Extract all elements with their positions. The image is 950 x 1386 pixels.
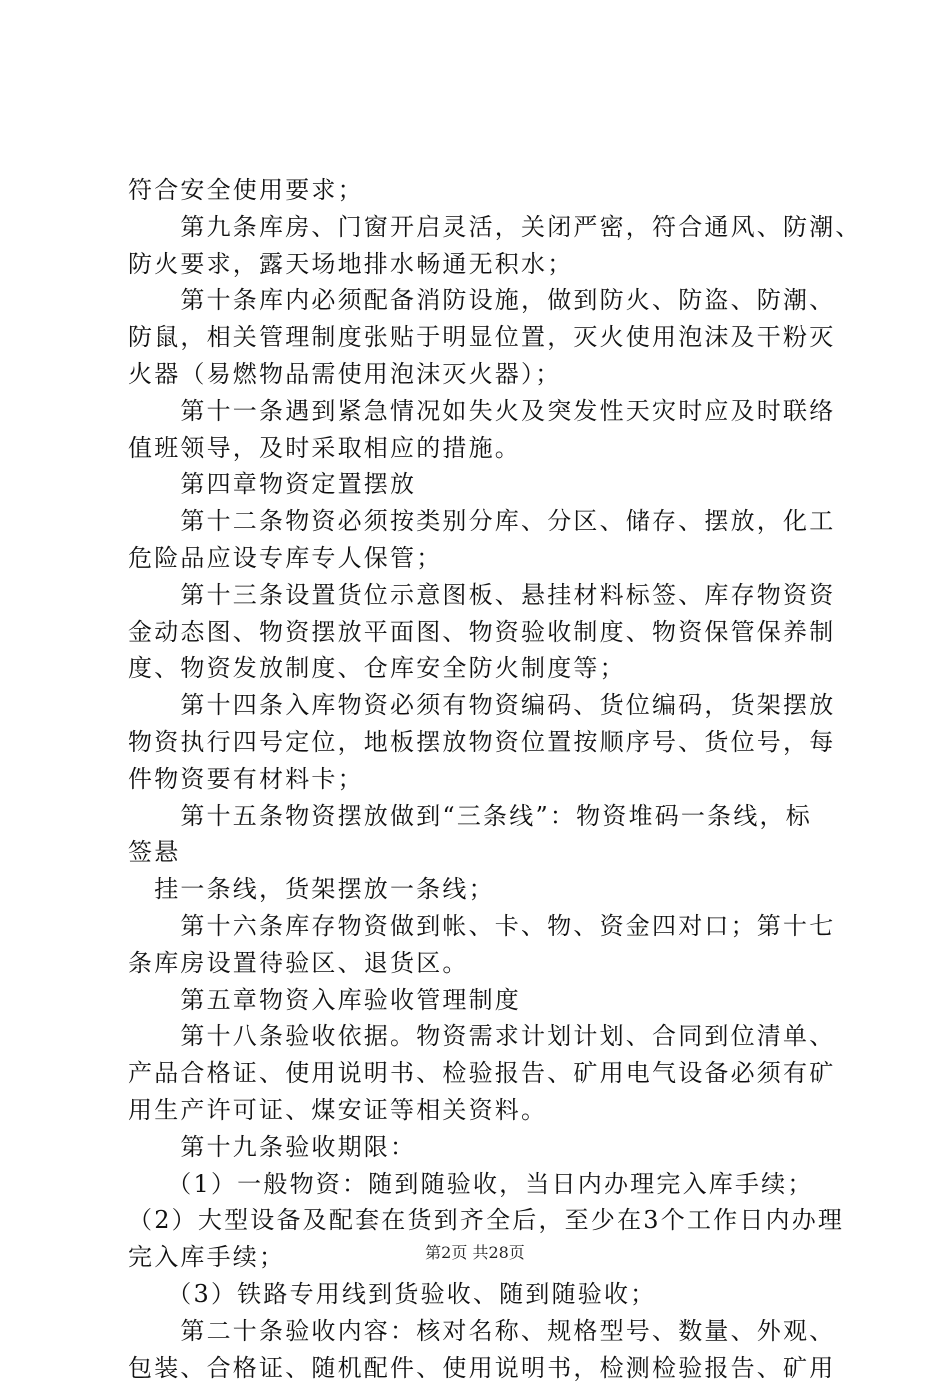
text-line: 第十五条物资摆放做到“三条线”：物资堆码一条线，标	[128, 798, 848, 835]
text-line: 第十二条物资必须按类别分库、分区、储存、摆放，化工	[128, 503, 848, 540]
text-line: （2）大型设备及配套在货到齐全后，至少在3个工作日内办理	[128, 1202, 848, 1239]
text-line: 第十条库内必须配备消防设施，做到防火、防盗、防潮、	[128, 282, 848, 319]
text-line: （3）铁路专用线到货验收、随到随验收；	[128, 1276, 848, 1313]
text-line: 第九条库房、门窗开启灵活，关闭严密，符合通风、防潮、	[128, 209, 848, 246]
text-line: 第十九条验收期限：	[128, 1129, 848, 1166]
text-line: 火器（易燃物品需使用泡沫灭火器）；	[128, 356, 848, 393]
text-line: 件物资要有材料卡；	[128, 761, 848, 798]
text-line: 第五章物资入库验收管理制度	[128, 982, 848, 1019]
text-line: 防火要求，露天场地排水畅通无积水；	[128, 246, 848, 283]
text-line: 用生产许可证、煤安证等相关资料。	[128, 1092, 848, 1129]
text-line: 物资执行四号定位，地板摆放物资位置按顺序号、货位号，每	[128, 724, 848, 761]
text-line: 值班领导，及时采取相应的措施。	[128, 430, 848, 467]
text-line: 第十四条入库物资必须有物资编码、货位编码，货架摆放	[128, 687, 848, 724]
text-line: 第二十条验收内容：核对名称、规格型号、数量、外观、	[128, 1313, 848, 1350]
document-body	[128, 172, 848, 1386]
text-line: 第四章物资定置摆放	[128, 466, 848, 503]
text-line: 挂一条线，货架摆放一条线；	[128, 871, 848, 908]
text-line: 金动态图、物资摆放平面图、物资验收制度、物资保管保养制	[128, 614, 848, 651]
text-line: 防鼠，相关管理制度张贴于明显位置，灭火使用泡沫及干粉灭	[128, 319, 848, 356]
text-line: 完入库手续；	[128, 1239, 848, 1276]
text-line: 包装、合格证、随机配件、使用说明书，检测检验报告、矿用	[128, 1350, 848, 1386]
text-line: 危险品应设专库专人保管；	[128, 540, 848, 577]
text-line: 第十六条库存物资做到帐、卡、物、资金四对口；第十七	[128, 908, 848, 945]
text-line: 第十八条验收依据。物资需求计划计划、合同到位清单、	[128, 1018, 848, 1055]
text-line: 签悬	[128, 834, 848, 871]
text-line: 条库房设置待验区、退货区。	[128, 945, 848, 982]
text-line: （1）一般物资：随到随验收，当日内办理完入库手续；	[128, 1166, 848, 1203]
text-line: 第十三条设置货位示意图板、悬挂材料标签、库存物资资	[128, 577, 848, 614]
text-line: 符合安全使用要求；	[128, 172, 848, 209]
text-line: 第十一条遇到紧急情况如失火及突发性天灾时应及时联络	[128, 393, 848, 430]
text-line: 度、物资发放制度、仓库安全防火制度等；	[128, 650, 848, 687]
text-line: 产品合格证、使用说明书、检验报告、矿用电气设备必须有矿	[128, 1055, 848, 1092]
page-footer: 第2页 共28页	[0, 1243, 950, 1263]
